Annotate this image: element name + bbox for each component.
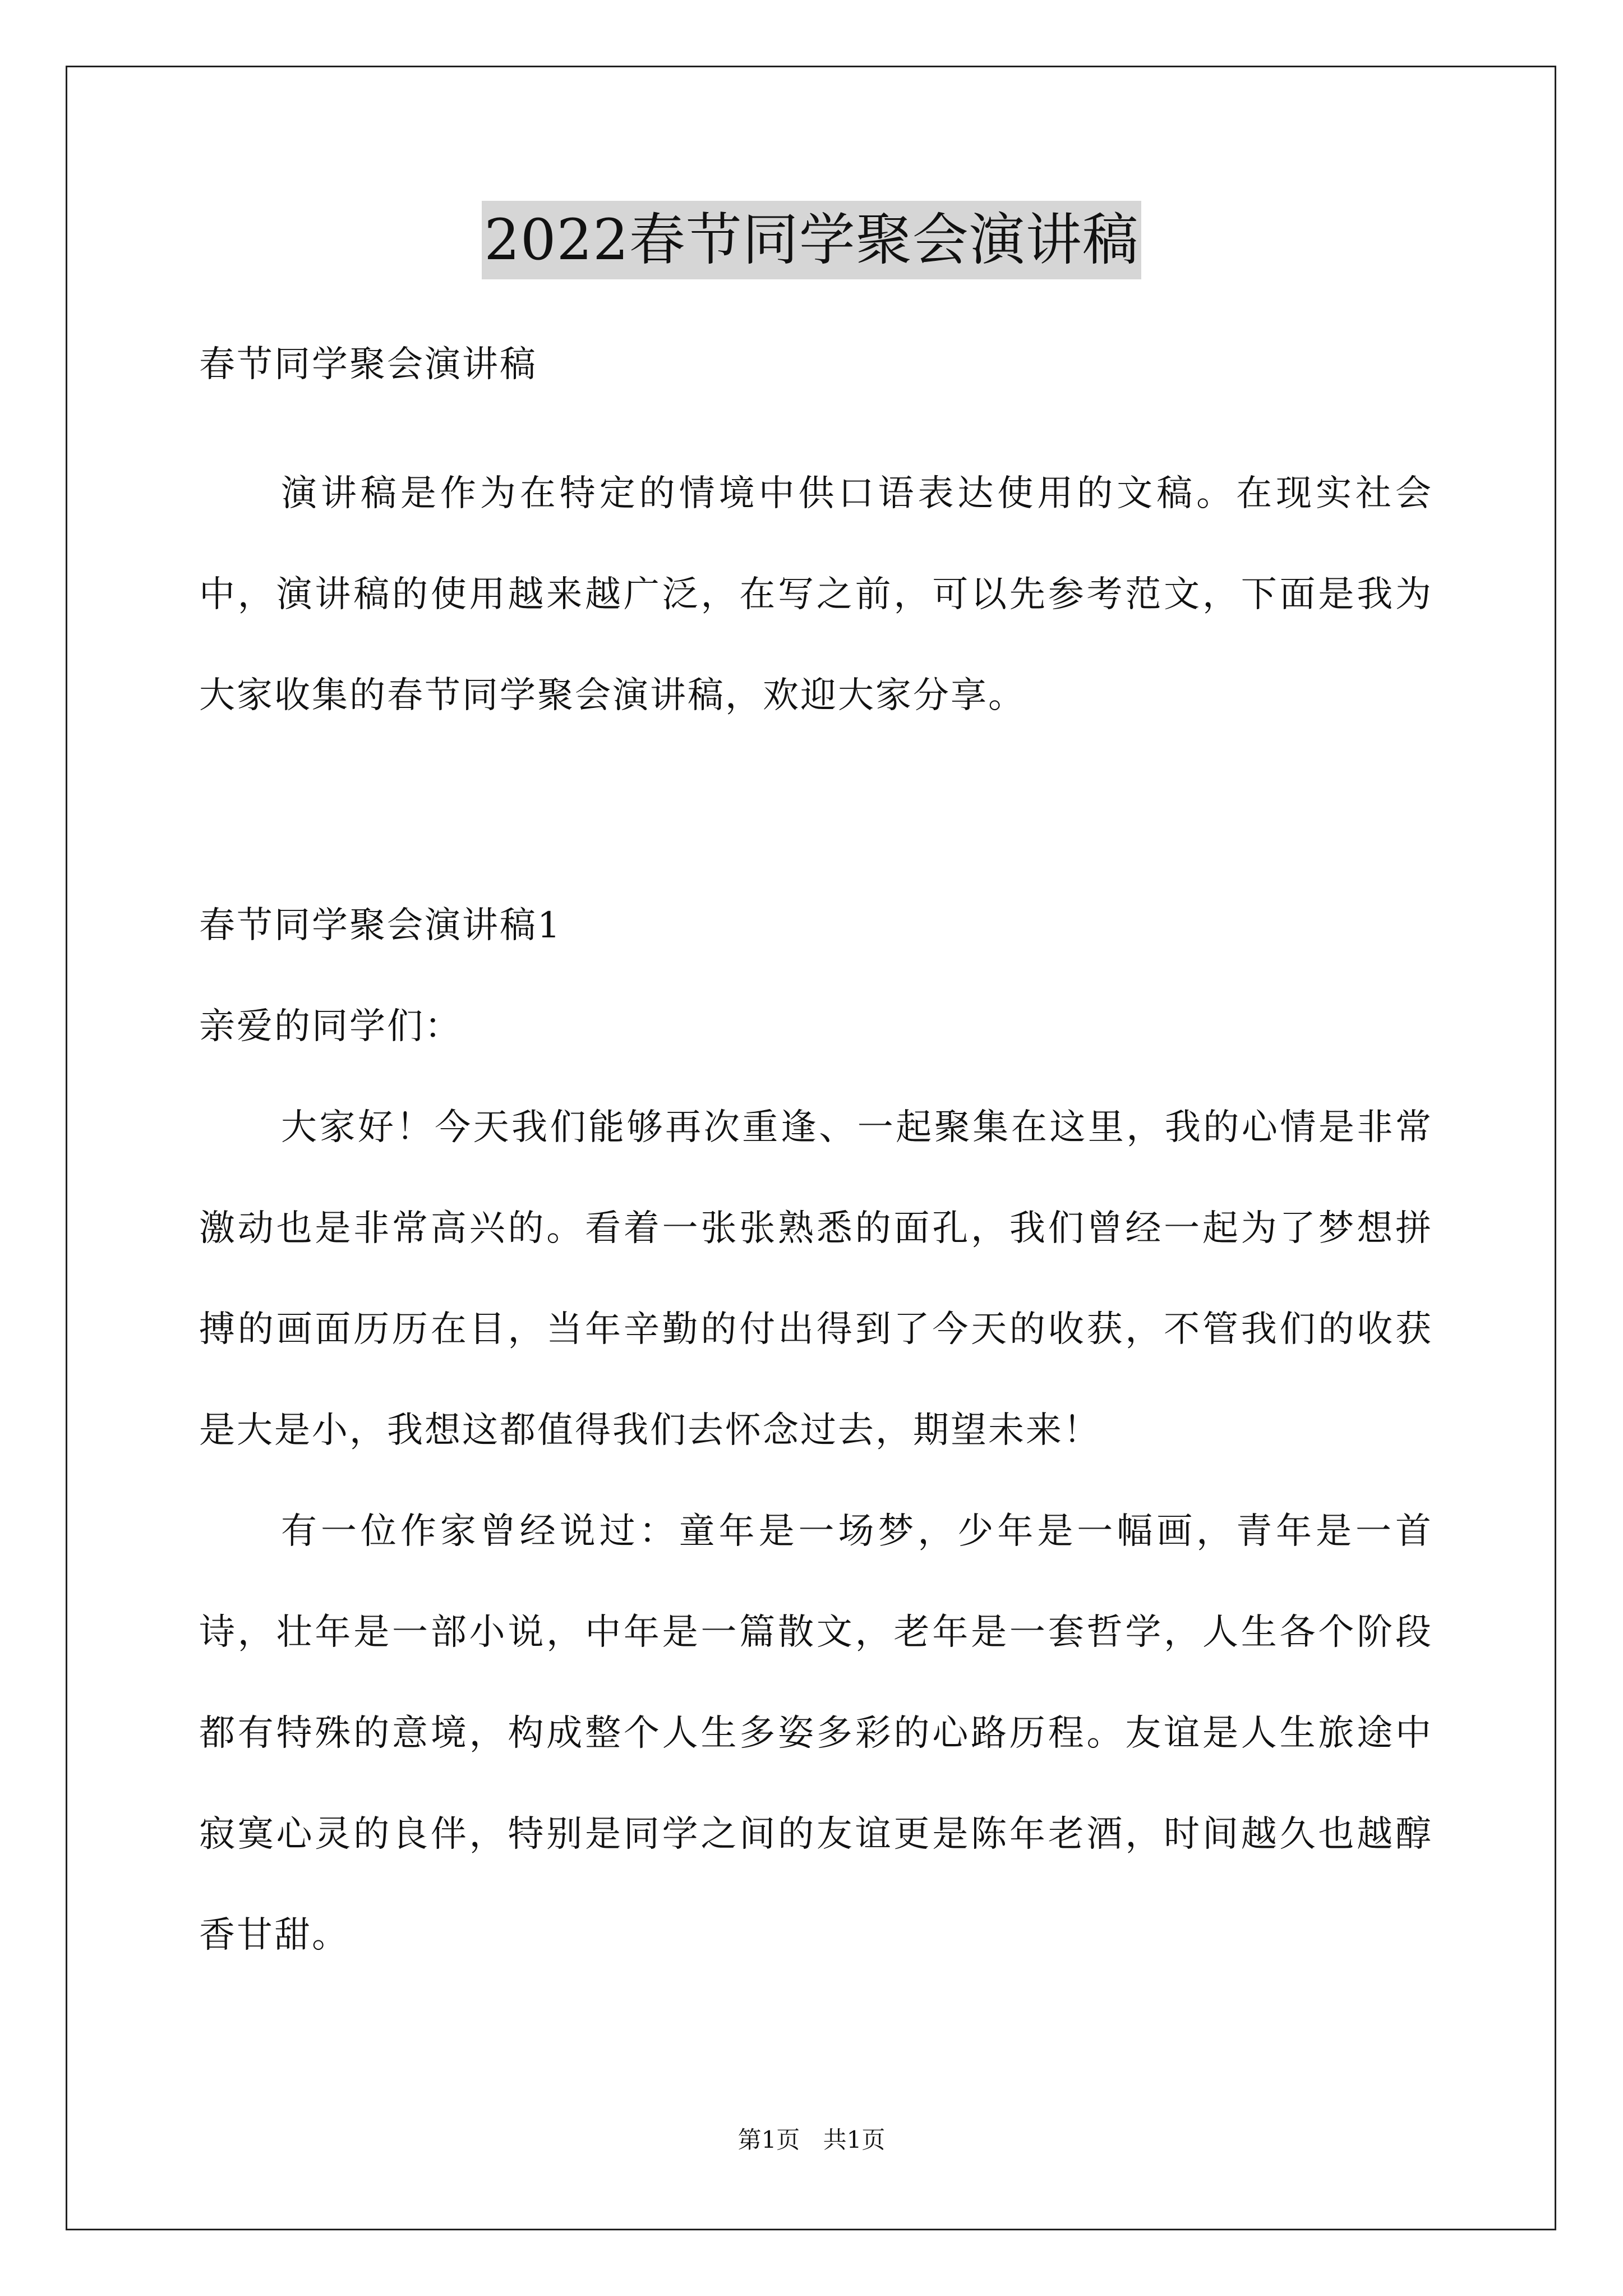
body-paragraph-2: 有一位作家曾经说过：童年是一场梦，少年是一幅画，青年是一首诗，壮年是一部小说，中年是一篇散文，老年是一套哲学，人生各个阶段都有特殊的意境，构成整个人生多姿多彩的心路历程。友谊是人生旅途中寂寞心灵的良伴，特别是同学之间的友谊更是陈年老酒，时间越久也越醇香甘甜。 xyxy=(199,1511,1433,1956)
title-container xyxy=(0,201,1623,279)
page-total: 共1页 xyxy=(823,2126,886,2154)
page-number: 第1页 xyxy=(737,2126,800,2154)
section-heading: 春节同学聚会演讲稿1 xyxy=(199,905,562,946)
document-subtitle: 春节同学聚会演讲稿 xyxy=(199,344,537,385)
body-paragraph-1: 大家好！今天我们能够再次重逢、一起聚集在这里，我的心情是非常激动也是非常高兴的。看着一张张熟悉的面孔，我们曾经一起为了梦想拼搏的画面历历在目，当年辛勤的付出得到了今天的收获，不管我们的收获是大是小，我想这都值得我们去怀念过去，期望未来！ xyxy=(199,1107,1433,1451)
salutation: 亲爱的同学们： xyxy=(199,1006,462,1047)
page-footer xyxy=(0,2123,1623,2157)
intro-paragraph: 演讲稿是作为在特定的情境中供口语表达使用的文稿。在现实社会中，演讲稿的使用越来越广泛，在写之前，可以先参考范文，下面是我为大家收集的春节同学聚会演讲稿，欢迎大家分享。 xyxy=(199,473,1433,716)
document-title: 2022春节同学聚会演讲稿 xyxy=(482,201,1141,279)
